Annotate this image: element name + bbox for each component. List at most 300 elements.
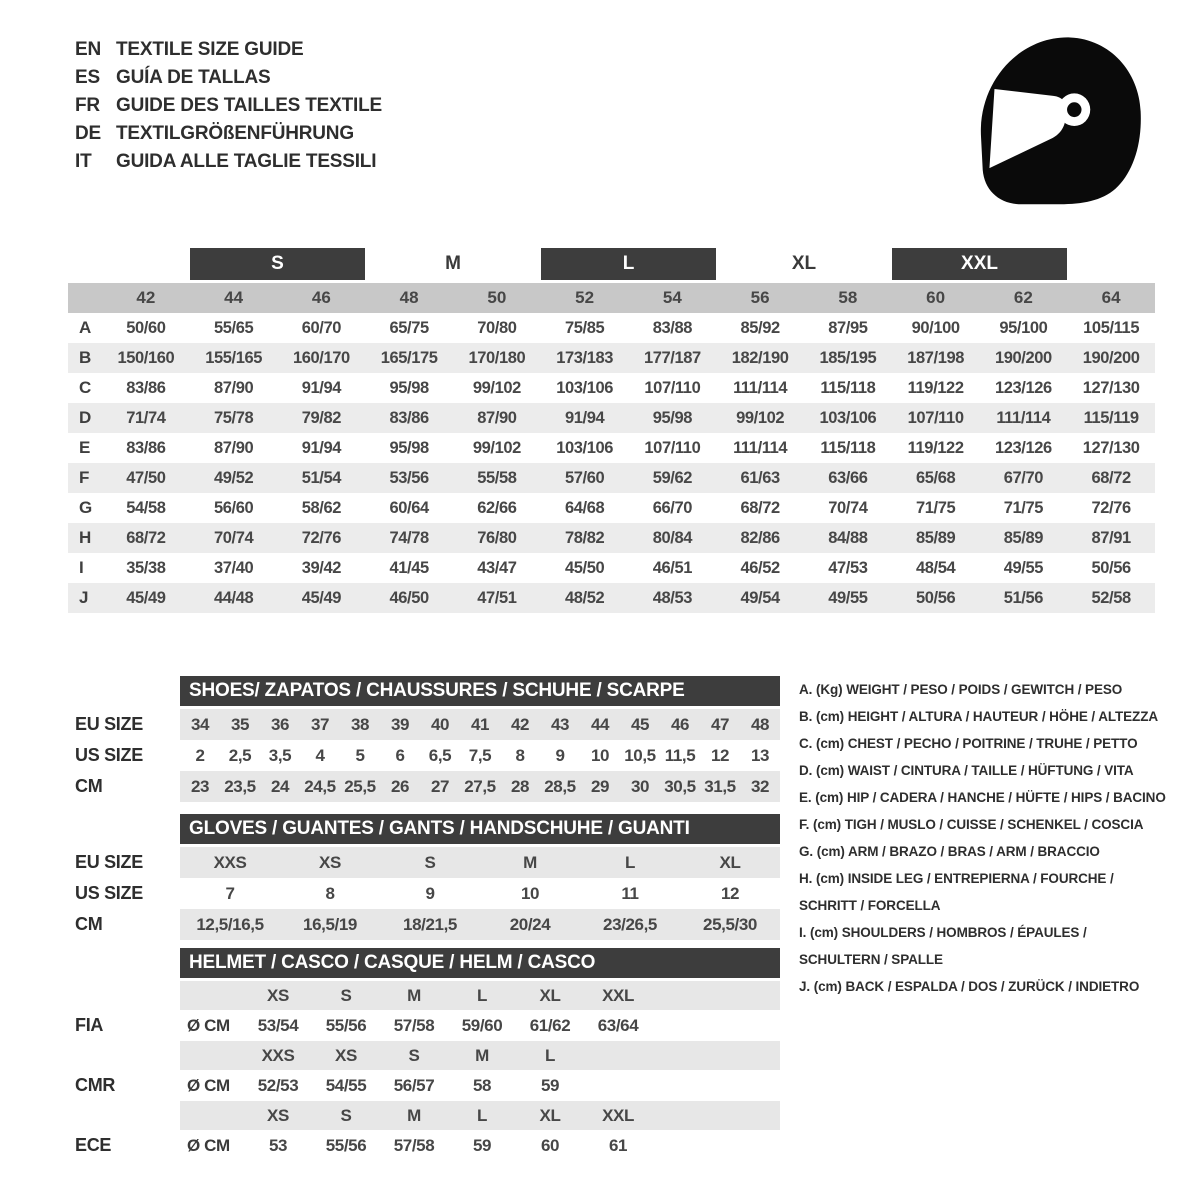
numbers-spacer: [68, 283, 102, 313]
shoes-size-value: 41: [470, 714, 490, 734]
size-value: 48/52: [564, 588, 605, 607]
spacer: [180, 1101, 244, 1130]
gloves-title-row: [68, 814, 782, 844]
size-value: 68/72: [740, 498, 780, 517]
gloves-size-value: 18/21,5: [403, 914, 457, 934]
row-label: US SIZE: [75, 745, 143, 765]
helmet-size-value: 54/55: [325, 1075, 367, 1095]
language-title: GUIDE DES TAILLES TEXTILE: [116, 95, 382, 116]
size-value: 55/65: [213, 318, 254, 337]
size-value: 155/165: [205, 348, 263, 367]
size-band-m: M: [445, 253, 461, 274]
size-value: 68/72: [126, 528, 166, 547]
helmet-title-row: [68, 948, 782, 978]
size-value: 49/54: [740, 588, 780, 607]
size-value: 99/102: [472, 378, 521, 397]
row-letter: D: [79, 408, 92, 427]
shoes-size-value: 11,5: [664, 745, 696, 765]
size-value: 95/98: [389, 378, 429, 397]
size-value: 95/98: [389, 438, 429, 457]
size-value: 103/106: [556, 438, 614, 457]
shoes-size-value: 9: [555, 745, 565, 765]
helmet-header-row: [68, 981, 782, 1010]
garment-size-table: [68, 248, 1155, 613]
shoes-size-value: 10,5: [624, 745, 656, 765]
size-number: 48: [399, 288, 419, 307]
shoes-size-value: 38: [350, 714, 370, 734]
size-value: 35/38: [126, 558, 166, 577]
gloves-size-value: 12,5/16,5: [196, 914, 264, 934]
shoes-size-value: 8: [515, 745, 525, 765]
shoes-size-value: 28,5: [544, 776, 576, 796]
size-value: 43/47: [477, 558, 517, 577]
helmet-size-table: [68, 948, 782, 1161]
spacer: [180, 1041, 244, 1070]
size-row-h: [68, 523, 1155, 553]
size-value: 58/62: [301, 498, 342, 517]
size-value: 51/54: [301, 468, 342, 487]
band-spacer: [68, 248, 102, 280]
row-letter: J: [79, 588, 89, 607]
size-value: 48/53: [652, 588, 693, 607]
language-title: GUÍA DE TALLAS: [116, 67, 271, 88]
shoes-size-value: 44: [590, 714, 610, 734]
size-value: 46/52: [740, 558, 780, 577]
shoes-row: [68, 771, 782, 802]
size-value: 95/98: [652, 408, 693, 427]
helmet-size-label: S: [340, 985, 352, 1005]
gloves-size-value: 10: [520, 883, 540, 903]
helmet-header-row: [68, 1041, 782, 1070]
size-value: 72/76: [1091, 498, 1131, 517]
helmet-size-label: L: [545, 1045, 555, 1065]
size-value: 68/72: [1091, 468, 1131, 487]
shoes-size-value: 42: [510, 714, 530, 734]
row-label: CM: [75, 776, 103, 796]
legend-line: G. (cm) ARM / BRAZO / BRAS / ARM / BRACCIO: [799, 844, 1100, 859]
size-value: 91/94: [301, 378, 342, 397]
shoes-size-value: 48: [750, 714, 770, 734]
size-value: 50/60: [126, 318, 166, 337]
shoes-size-value: 24: [270, 776, 290, 796]
size-value: 111/114: [733, 438, 788, 457]
size-value: 47/53: [828, 558, 868, 577]
language-title-list: [75, 36, 382, 176]
shoes-row-values: [180, 771, 780, 802]
size-value: 70/80: [477, 318, 517, 337]
gloves-size-value: 8: [325, 883, 335, 903]
language-row: [75, 92, 382, 120]
size-value: 53/56: [389, 468, 429, 487]
size-value: 115/118: [820, 378, 876, 397]
helmet-header-values: [180, 981, 780, 1010]
size-value: 160/170: [292, 348, 350, 367]
helmet-size-label: M: [407, 985, 421, 1005]
size-value: 91/94: [564, 408, 605, 427]
homologation-label: FIA: [75, 1015, 104, 1035]
size-value: 95/100: [999, 318, 1048, 337]
size-value: 39/42: [301, 558, 342, 577]
helmet-icon-svg: [976, 34, 1144, 206]
row-letter: A: [79, 318, 92, 337]
language-code: IT: [75, 151, 92, 172]
measurement-legend: [799, 676, 1197, 1000]
legend-line: J. (cm) BACK / ESPALDA / DOS / ZURÜCK / INDIETRO: [799, 979, 1140, 994]
legend-line: SCHRITT / FORCELLA: [799, 898, 941, 913]
legend-line: I. (cm) SHOULDERS / HOMBROS / ÉPAULES /: [799, 925, 1087, 940]
size-value: 37/40: [213, 558, 254, 577]
shoes-size-value: 26: [390, 776, 410, 796]
gloves-size-value: 9: [425, 883, 435, 903]
size-number: 44: [224, 288, 244, 307]
gloves-size-value: 23/26,5: [603, 914, 657, 934]
shoes-table: [68, 676, 782, 802]
spacer: [68, 1101, 180, 1130]
legend-line: SCHULTERN / SPALLE: [799, 952, 943, 967]
size-value: 87/90: [477, 408, 517, 427]
shoes-row-values: [180, 740, 780, 771]
homologation-label: ECE: [75, 1135, 112, 1155]
shoes-size-value: 28: [510, 776, 530, 796]
shoes-size-value: 27: [430, 776, 450, 796]
size-value: 56/60: [213, 498, 254, 517]
size-value: 127/130: [1082, 438, 1140, 457]
helmet-size-label: L: [477, 985, 487, 1005]
size-value: 85/92: [740, 318, 780, 337]
size-value: 119/122: [907, 438, 964, 457]
size-value: 57/60: [564, 468, 605, 487]
shoes-size-value: 29: [590, 776, 610, 796]
row-letter: I: [79, 558, 84, 577]
helmet-size-value: 61/62: [529, 1015, 571, 1035]
size-value: 71/74: [126, 408, 166, 427]
legend-line: B. (cm) HEIGHT / ALTURA / HAUTEUR / HÖHE / ALTEZZA: [799, 709, 1158, 724]
gloves-row: [68, 909, 782, 940]
size-value: 115/119: [1083, 408, 1139, 427]
size-value: 123/126: [994, 378, 1052, 397]
size-value: 90/100: [911, 318, 960, 337]
size-value: 70/74: [213, 528, 254, 547]
shoes-row: [68, 709, 782, 740]
size-row-b: [68, 343, 1155, 373]
size-value: 170/180: [468, 348, 526, 367]
size-row-d: [68, 403, 1155, 433]
shoes-size-value: 25,5: [344, 776, 376, 796]
helmet-size-label: XS: [267, 985, 289, 1005]
spacer: [68, 981, 180, 1010]
size-value: 105/115: [1083, 318, 1140, 337]
size-value: 75/85: [564, 318, 605, 337]
shoes-size-value: 5: [355, 745, 365, 765]
size-value: 83/88: [652, 318, 693, 337]
size-row-i: [68, 553, 1155, 583]
helmet-values: [180, 1130, 780, 1161]
size-value: 85/89: [915, 528, 956, 547]
size-number: 46: [311, 288, 331, 307]
gloves-row-values: [180, 909, 780, 940]
size-value: 65/75: [389, 318, 429, 337]
size-value: 60/70: [301, 318, 342, 337]
size-value: 173/183: [556, 348, 614, 367]
helmet-size-value: 53: [268, 1135, 288, 1155]
gloves-row: [68, 847, 782, 878]
visor-pivot-dot: [1067, 102, 1081, 117]
gloves-size-value: L: [625, 852, 635, 872]
size-value: 45/49: [126, 588, 166, 607]
helmet-size-value: 57/58: [393, 1135, 435, 1155]
legend-line: E. (cm) HIP / CADERA / HANCHE / HÜFTE / HIPS / BACINO: [799, 790, 1166, 805]
size-value: 47/51: [477, 588, 517, 607]
gloves-row: [68, 878, 782, 909]
helmet-size-label: L: [477, 1105, 487, 1125]
shoes-size-value: 43: [550, 714, 570, 734]
size-value: 85/89: [1003, 528, 1044, 547]
size-value: 78/82: [564, 528, 605, 547]
size-value: 71/75: [915, 498, 956, 517]
size-value: 75/78: [213, 408, 254, 427]
size-value: 45/50: [564, 558, 605, 577]
size-value: 127/130: [1082, 378, 1140, 397]
size-value: 83/86: [126, 438, 166, 457]
size-number: 56: [750, 288, 770, 307]
gloves-size-value: S: [424, 852, 436, 872]
shoes-size-value: 10: [590, 745, 610, 765]
gloves-size-value: 16,5/19: [303, 914, 357, 934]
size-value: 50/56: [1091, 558, 1131, 577]
shoes-size-value: 2,5: [228, 745, 252, 765]
diameter-unit: Ø CM: [187, 1075, 230, 1095]
legend-line: H. (cm) INSIDE LEG / ENTREPIERNA / FOURCHE /: [799, 871, 1114, 886]
spacer: [68, 948, 180, 978]
size-value: 64/68: [564, 498, 605, 517]
size-value: 107/110: [907, 408, 964, 427]
helmet-icon: [976, 34, 1144, 206]
size-rows: [68, 313, 1155, 613]
language-title: GUIDA ALLE TAGLIE TESSILI: [116, 151, 377, 172]
helmet-size-label: XXL: [602, 985, 634, 1005]
size-number: 62: [1013, 288, 1033, 307]
size-band-l: L: [541, 248, 717, 280]
gloves-size-value: XXS: [213, 852, 247, 872]
helmet-size-value: 63/64: [597, 1015, 639, 1035]
gloves-size-value: XS: [319, 852, 341, 872]
helmet-size-label: S: [340, 1105, 352, 1125]
helmet-values: [180, 1010, 780, 1041]
spacer: [68, 676, 180, 706]
shoes-size-value: 7,5: [468, 745, 492, 765]
language-row: [75, 148, 382, 176]
size-row-f: [68, 463, 1155, 493]
size-value: 74/78: [389, 528, 429, 547]
spacer: [68, 814, 180, 844]
size-value: 87/91: [1091, 528, 1131, 547]
gloves-size-value: 20/24: [509, 914, 551, 934]
diameter-unit: Ø CM: [187, 1135, 230, 1155]
size-number: 54: [662, 288, 682, 307]
size-value: 52/58: [1091, 588, 1131, 607]
size-value: 99/102: [736, 408, 785, 427]
size-value: 49/55: [828, 588, 868, 607]
size-value: 59/62: [652, 468, 693, 487]
shoes-size-value: 24,5: [304, 776, 336, 796]
size-value: 91/94: [301, 438, 342, 457]
size-value: 71/75: [1003, 498, 1044, 517]
size-value: 67/70: [1003, 468, 1044, 487]
helmet-size-value: 59: [540, 1075, 560, 1095]
size-value: 190/200: [994, 348, 1052, 367]
shoes-size-value: 6,5: [428, 745, 452, 765]
shoes-size-value: 36: [270, 714, 290, 734]
shoes-row: [68, 740, 782, 771]
helmet-size-label: M: [407, 1105, 421, 1125]
shoes-size-value: 6: [395, 745, 405, 765]
size-value: 99/102: [472, 438, 521, 457]
size-value: 80/84: [652, 528, 693, 547]
language-row: [75, 36, 382, 64]
size-number-row: [68, 283, 1155, 313]
shoes-size-value: 30: [630, 776, 650, 796]
legend-line: C. (cm) CHEST / PECHO / POITRINE / TRUHE / PETTO: [799, 736, 1138, 751]
size-row-g: [68, 493, 1155, 523]
shoes-row-values: [180, 709, 780, 740]
size-value: 66/70: [652, 498, 693, 517]
helmet-size-label: XS: [267, 1105, 289, 1125]
size-band-xxl: XXL: [892, 248, 1068, 280]
size-value: 185/195: [819, 348, 877, 367]
helmet-size-label: M: [475, 1045, 489, 1065]
shoes-size-value: 32: [750, 776, 770, 796]
size-value: 65/68: [915, 468, 956, 487]
helmet-size-value: 59: [472, 1135, 492, 1155]
size-value: 44/48: [213, 588, 254, 607]
size-value: 165/175: [380, 348, 438, 367]
helmet-value-row: [68, 1010, 782, 1041]
size-value: 119/122: [907, 378, 964, 397]
size-value: 49/52: [213, 468, 254, 487]
language-row: [75, 120, 382, 148]
size-value: 84/88: [828, 528, 868, 547]
size-value: 111/114: [996, 408, 1051, 427]
spacer: [180, 981, 244, 1010]
band-spacer: [102, 248, 190, 280]
size-value: 83/86: [389, 408, 429, 427]
helmet-header-row: [68, 1101, 782, 1130]
size-row-e: [68, 433, 1155, 463]
helmet-size-label: XXL: [602, 1105, 634, 1125]
size-value: 107/110: [644, 378, 701, 397]
size-value: 177/187: [643, 348, 701, 367]
helmet-size-value: 61: [608, 1135, 628, 1155]
shoes-size-value: 45: [630, 714, 650, 734]
helmet-size-value: 60: [540, 1135, 560, 1155]
row-label: US SIZE: [75, 883, 143, 903]
shoes-size-value: 12: [710, 745, 730, 765]
size-row-c: [68, 373, 1155, 403]
size-band-xl: XL: [791, 253, 817, 274]
size-number: 60: [926, 288, 946, 307]
language-code: FR: [75, 95, 100, 116]
size-value: 82/86: [740, 528, 780, 547]
language-title: TEXTILGRÖßENFÜHRUNG: [116, 123, 354, 144]
shoes-size-value: 27,5: [464, 776, 496, 796]
helmet-title: HELMET / CASCO / CASQUE / HELM / CASCO: [180, 948, 780, 978]
language-code: ES: [75, 67, 100, 88]
size-value: 46/50: [389, 588, 429, 607]
homologation-label: CMR: [75, 1075, 116, 1095]
helmet-size-label: XL: [539, 1105, 561, 1125]
shoes-size-value: 30,5: [664, 776, 696, 796]
size-row-j: [68, 583, 1155, 613]
size-value: 79/82: [301, 408, 342, 427]
gloves-row-values: [180, 878, 780, 909]
helmet-value-row: [68, 1070, 782, 1101]
gloves-size-value: XL: [719, 852, 741, 872]
shoes-size-value: 13: [750, 745, 770, 765]
size-value: 51/56: [1003, 588, 1044, 607]
row-letter: E: [79, 438, 91, 457]
shoes-size-value: 46: [670, 714, 690, 734]
row-letter: H: [79, 528, 92, 547]
gloves-size-value: 12: [720, 883, 740, 903]
helmet-rows: [68, 981, 782, 1161]
size-value: 76/80: [477, 528, 517, 547]
gloves-rows: [68, 847, 782, 940]
spacer: [68, 1041, 180, 1070]
gloves-size-value: 11: [621, 883, 639, 903]
size-value: 83/86: [126, 378, 166, 397]
size-value: 87/90: [213, 378, 254, 397]
shoes-size-value: 31,5: [704, 776, 736, 796]
legend-line: A. (Kg) WEIGHT / PESO / POIDS / GEWITCH / PESO: [799, 682, 1123, 697]
helmet-size-value: 53/54: [257, 1015, 299, 1035]
band-spacer: [1067, 248, 1155, 280]
size-value: 41/45: [389, 558, 429, 577]
size-value: 72/76: [301, 528, 342, 547]
size-number: 50: [487, 288, 507, 307]
shoes-size-value: 35: [230, 714, 250, 734]
size-value: 103/106: [819, 408, 877, 427]
size-value: 50/56: [915, 588, 956, 607]
row-letter: G: [79, 498, 93, 517]
size-band-s: S: [190, 248, 366, 280]
gloves-table: [68, 814, 782, 940]
helmet-size-label: XS: [335, 1045, 357, 1065]
row-letter: C: [79, 378, 92, 397]
size-value: 115/118: [820, 438, 876, 457]
language-code: DE: [75, 123, 101, 144]
shoes-size-value: 39: [390, 714, 410, 734]
gloves-size-value: 25,5/30: [703, 914, 757, 934]
helmet-size-value: 55/56: [325, 1015, 367, 1035]
size-value: 182/190: [731, 348, 789, 367]
shoes-title: SHOES/ ZAPATOS / CHAUSSURES / SCHUHE / SCARPE: [180, 676, 780, 706]
helmet-size-value: 59/60: [461, 1015, 503, 1035]
row-letter: B: [79, 348, 92, 367]
size-number: 52: [575, 288, 595, 307]
size-value: 63/66: [828, 468, 868, 487]
helmet-size-label: XL: [539, 985, 561, 1005]
gloves-size-value: 7: [225, 883, 235, 903]
size-value: 70/74: [828, 498, 868, 517]
helmet-size-value: 52/53: [257, 1075, 299, 1095]
helmet-size-value: 58: [472, 1075, 492, 1095]
shoes-size-value: 40: [430, 714, 450, 734]
size-value: 150/160: [117, 348, 175, 367]
size-value: 190/200: [1082, 348, 1140, 367]
row-label: EU SIZE: [75, 852, 143, 872]
helmet-values: [180, 1070, 780, 1101]
language-row: [75, 64, 382, 92]
